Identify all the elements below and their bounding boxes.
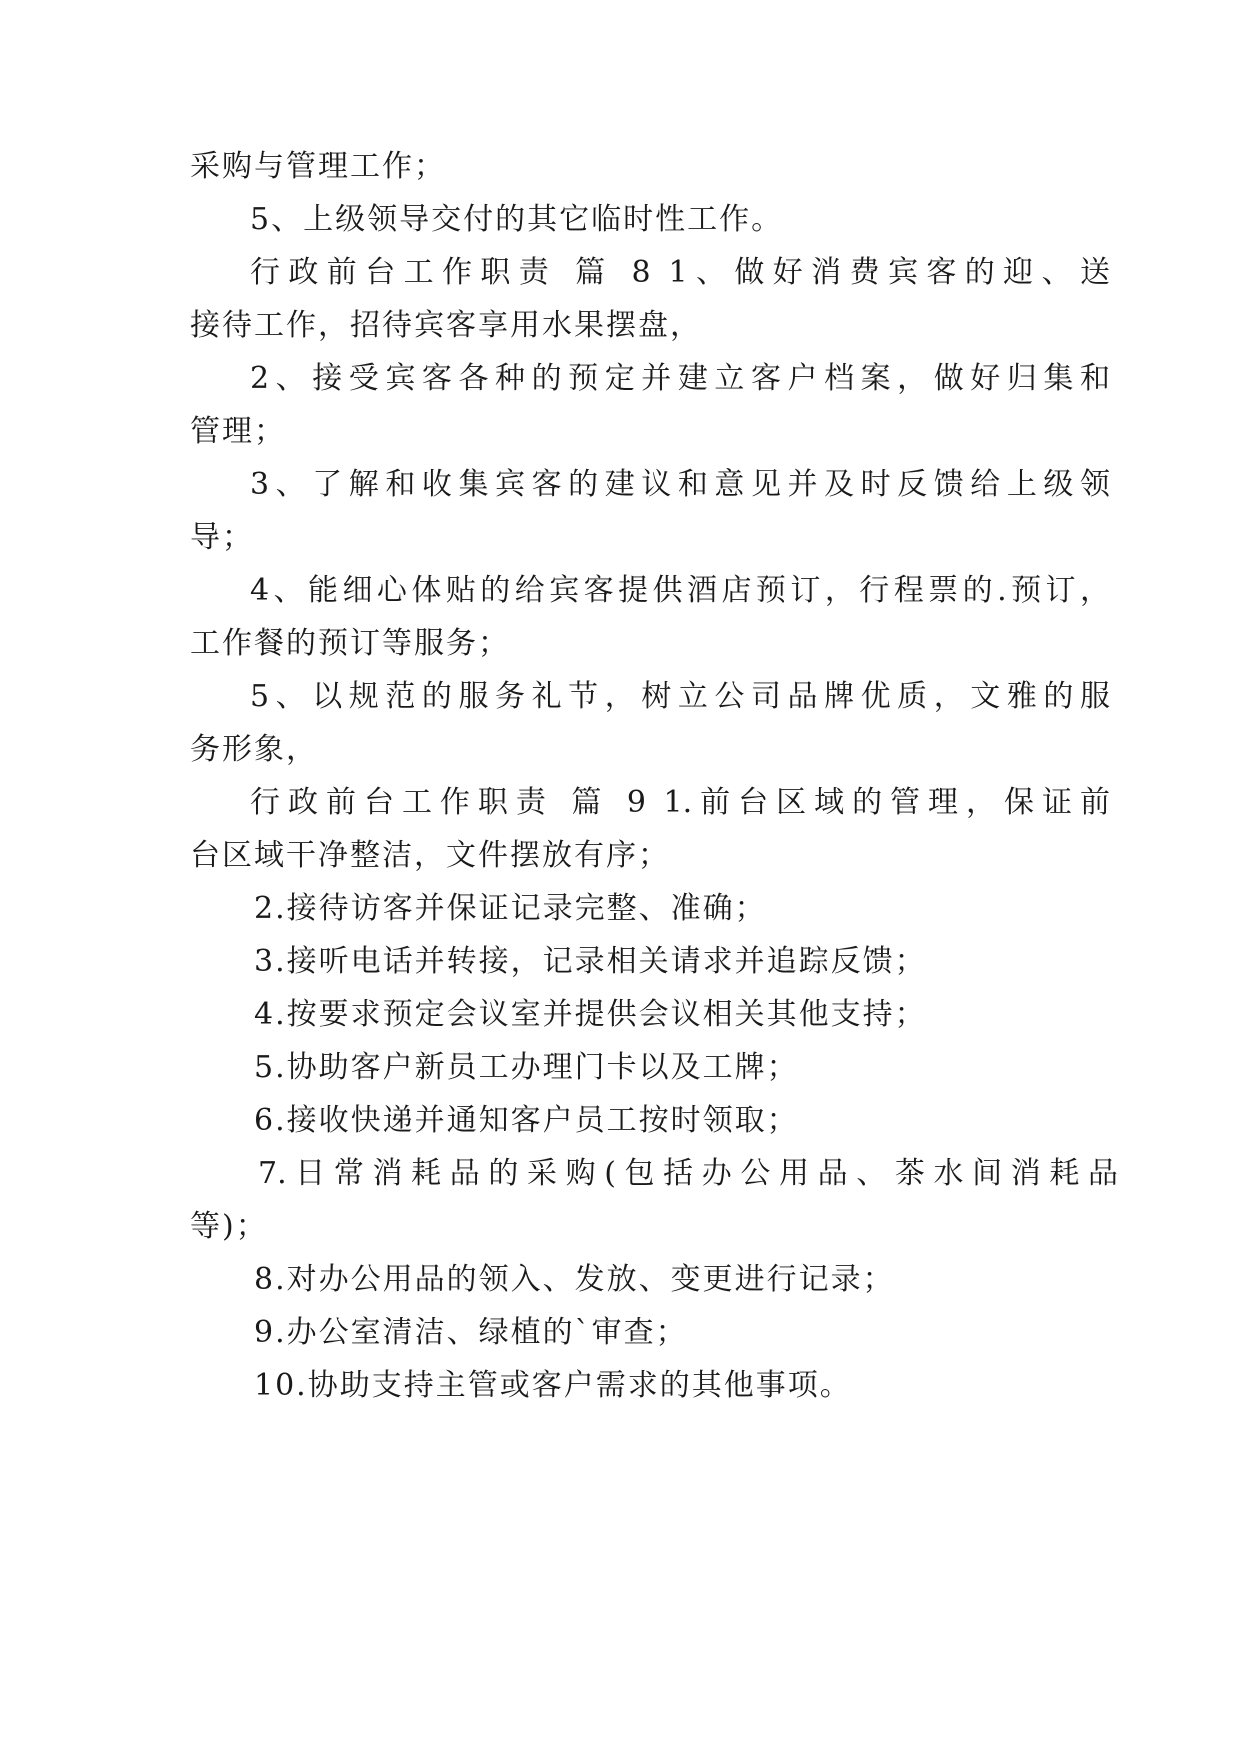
text-line: 2.接待访客并保证记录完整、准确； — [254, 891, 767, 926]
text-line: 3、了解和收集宾客的建议和意见并及时反馈给上级领 — [250, 467, 1110, 502]
text-line: 6.接收快递并通知客户员工按时领取； — [254, 1103, 799, 1138]
text-line: 4、能细心体贴的给宾客提供酒店预订，行程票的.预订， — [250, 573, 1110, 608]
section-heading-line: 行政前台工作职责 篇 9 1.前台区域的管理，保证前 — [250, 785, 1110, 820]
text-line: 导； — [190, 520, 254, 555]
text-line: 8.对办公用品的领入、发放、变更进行记录； — [254, 1262, 895, 1297]
text-line: 台区域干净整洁，文件摆放有序； — [190, 838, 670, 873]
text-line: 5、以规范的服务礼节，树立公司品牌优质，文雅的服 — [250, 679, 1110, 714]
text-line: 采购与管理工作； — [190, 149, 446, 184]
text-line: 2、接受宾客各种的预定并建立客户档案，做好归集和 — [250, 361, 1110, 396]
text-line: 3.接听电话并转接，记录相关请求并追踪反馈； — [254, 944, 927, 979]
text-line: 10.协助支持主管或客户需求的其他事项。 — [254, 1368, 852, 1403]
text-line: 等)； — [190, 1209, 268, 1244]
text-line: 5、上级领导交付的其它临时性工作。 — [250, 202, 784, 237]
text-line: 5.协助客户新员工办理门卡以及工牌； — [254, 1050, 799, 1085]
text-line: 工作餐的预订等服务； — [190, 626, 510, 661]
text-line: 务形象， — [190, 732, 318, 767]
text-line: 7.日常消耗品的采购(包括办公用品、茶水间消耗品 — [258, 1156, 1118, 1191]
text-line: 4.按要求预定会议室并提供会议相关其他支持； — [254, 997, 927, 1032]
section-heading-line: 行政前台工作职责 篇 8 1、做好消费宾客的迎、送 — [250, 255, 1110, 290]
text-line: 接待工作，招待宾客享用水果摆盘， — [190, 308, 702, 343]
text-line: 9.办公室清洁、绿植的`审查； — [254, 1315, 688, 1350]
text-line: 管理； — [190, 414, 286, 449]
